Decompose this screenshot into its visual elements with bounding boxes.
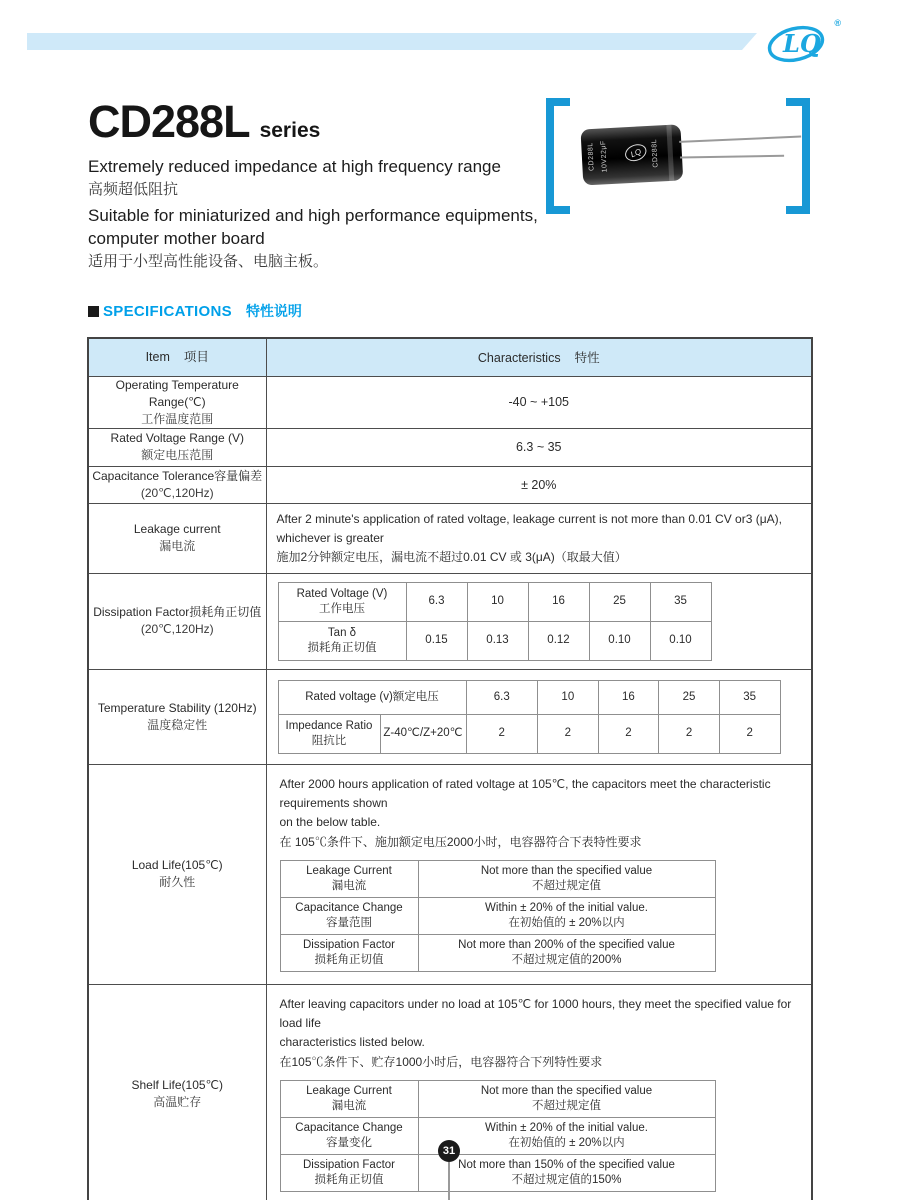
tan-delta-cell: 0.10 [589, 621, 650, 660]
row-value [266, 669, 812, 764]
load-life-inner-table [280, 860, 716, 972]
capacitor-print-3: CD288L [651, 139, 660, 169]
inner-row: Capacitance Change 容量变化 Within ± 20% of the initial value. 在初始值的 ± 20%以内 [280, 1117, 715, 1154]
row-value [266, 573, 812, 669]
row-shelf-life [88, 984, 812, 1200]
product-photo [546, 98, 810, 214]
row-load-life [88, 764, 812, 984]
row-operating-temperature [88, 376, 812, 428]
description-en-1: Extremely reduced impedance at high frequency range [88, 157, 501, 176]
tan-delta-cell: 0.12 [528, 621, 589, 660]
row-value: 6.3 ~ 35 [266, 428, 812, 466]
row-value: ± 20% [266, 466, 812, 503]
description-cn-2: 适用于小型高性能设备、电脑主板。 [88, 253, 329, 270]
row-label: Temperature Stability (120Hz) 温度稳定性 [88, 669, 266, 764]
voltage-cell: 10 [538, 680, 599, 714]
inner-row: Capacitance Change 容量范围 Within ± 20% of the initial value. 在初始值的 ± 20%以内 [280, 897, 715, 934]
header-char-en: Characteristics [477, 351, 561, 366]
capacitor-body [580, 124, 683, 185]
voltage-cell: 25 [659, 680, 720, 714]
shelf-life-inner-table [280, 1080, 716, 1192]
voltage-cell: 35 [719, 680, 780, 714]
inner-row: Dissipation Factor 损耗角正切值 Not more than 150% of the specified value 不超过规定值的150% [280, 1154, 715, 1191]
product-description [88, 155, 558, 276]
svg-text:LQ: LQ [783, 29, 821, 58]
section-bullet-icon [88, 306, 99, 317]
capacitor-logo-mark: LQ [623, 141, 649, 164]
tan-delta-cell: 0.15 [406, 621, 467, 660]
row-label: Capacitance Tolerance容量偏差 (20℃,120Hz) [88, 466, 266, 503]
description-en-2a: Suitable for miniaturized and high performance equipments, [88, 206, 538, 225]
registered-mark: ® [834, 18, 841, 28]
voltage-cell: 35 [650, 582, 711, 621]
inner-header-cell: Tan δ 损耗角正切值 [278, 621, 406, 660]
row-label: Leakage current 漏电流 [88, 503, 266, 573]
brand-logo [763, 18, 843, 68]
section-title-cn: 特性说明 [245, 303, 302, 319]
row-temperature-stability [88, 669, 812, 764]
row-capacitance-tolerance [88, 466, 812, 503]
tan-delta-cell: 0.13 [467, 621, 528, 660]
series-name: CD288L [88, 96, 250, 147]
row-label: Load Life(105℃) 耐久性 [88, 764, 266, 984]
row-value [266, 503, 812, 573]
footer-divider-line [448, 1162, 450, 1200]
capacitor-lead-wire [679, 136, 801, 143]
inner-row: Leakage Current 漏电流 Not more than the specified value 不超过规定值 [280, 860, 715, 897]
header-accent-bar [27, 33, 757, 50]
description-cn-1: 高频超低阻抗 [88, 181, 179, 198]
row-label: Dissipation Factor损耗角正切值 (20℃,120Hz) [88, 573, 266, 669]
description-en-2b: computer mother board [88, 229, 265, 248]
left-bracket-icon [546, 98, 570, 214]
row-value [266, 984, 812, 1200]
inner-row: Dissipation Factor 损耗角正切值 Not more than 200% of the specified value 不超过规定值的200% [280, 934, 715, 971]
section-title-en: SPECIFICATIONS [103, 302, 232, 320]
voltage-cell: 10 [467, 582, 528, 621]
voltage-cell: 25 [589, 582, 650, 621]
row-value: -40 ~ +105 [266, 376, 812, 428]
row-dissipation-factor [88, 573, 812, 669]
row-rated-voltage [88, 428, 812, 466]
section-heading [88, 301, 302, 321]
row-leakage-current [88, 503, 812, 573]
capacitor-print-2: 10V22μF [600, 140, 609, 173]
voltage-cell: 6.3 [406, 582, 467, 621]
voltage-cell: 6.3 [466, 680, 538, 714]
page-title [88, 96, 320, 148]
ratio-cell: 2 [538, 714, 599, 753]
inner-header-cell: Rated voltage (v)额定电压 [278, 680, 466, 714]
shelf-life-intro: After leaving capacitors under no load at 105℃ for 1000 hours, they meet the specified value for load life characteristics listed below. 在105℃条件下、贮存1000小时后，电容器符合下列特性要求 [279, 996, 792, 1069]
header-item-en: Item [145, 349, 170, 364]
table-header-row [88, 338, 812, 376]
capacitor-lead-wire [680, 155, 784, 159]
series-suffix: series [259, 119, 321, 142]
ratio-cell: 2 [659, 714, 720, 753]
ratio-cell: 2 [719, 714, 780, 753]
ratio-cell: 2 [598, 714, 659, 753]
brand-logo-icon [763, 18, 835, 68]
inner-row: Leakage Current 漏电流 Not more than the specified value 不超过规定值 [280, 1080, 715, 1117]
col-header-item [88, 338, 266, 376]
tan-delta-cell: 0.10 [650, 621, 711, 660]
header-char-cn: 特性 [574, 351, 600, 366]
header-item-cn: 项目 [183, 349, 209, 364]
specifications-table [87, 337, 813, 1200]
row-label: Operating Temperature Range(℃) 工作温度范围 [88, 376, 266, 428]
page-number-badge: 31 [438, 1140, 460, 1162]
row-label: Shelf Life(105℃) 高温贮存 [88, 984, 266, 1200]
leakage-text-cn: 施加2分钟额定电压，漏电流不超过0.01 CV 或 3(μA)（取最大值） [276, 549, 627, 564]
ratio-cell: 2 [466, 714, 538, 753]
leakage-text-en: After 2 minute's application of rated voltage, leakage current is not more than 0.01 CV or3 (μA), whichever is greater [276, 511, 782, 545]
temp-stability-inner-table [278, 680, 781, 754]
condition-cell: Z-40℃/Z+20℃ [380, 714, 466, 753]
voltage-cell: 16 [528, 582, 589, 621]
dissipation-inner-table [278, 582, 712, 661]
row-label: Rated Voltage Range (V) 额定电压范围 [88, 428, 266, 466]
capacitor-print-1: CD288L [587, 142, 596, 172]
inner-header-cell: Impedance Ratio 阻抗比 [278, 714, 380, 753]
inner-header-cell: Rated Voltage (V) 工作电压 [278, 582, 406, 621]
voltage-cell: 16 [598, 680, 659, 714]
capacitor-image [580, 119, 793, 194]
col-header-characteristics [266, 338, 812, 376]
load-life-intro: After 2000 hours application of rated voltage at 105℃, the capacitors meet the characteristic requirements shown on the below table. 在 105℃条件下、施加额定电压2000小时，电容器符合下表特性要求 [279, 776, 771, 849]
row-value [266, 764, 812, 984]
